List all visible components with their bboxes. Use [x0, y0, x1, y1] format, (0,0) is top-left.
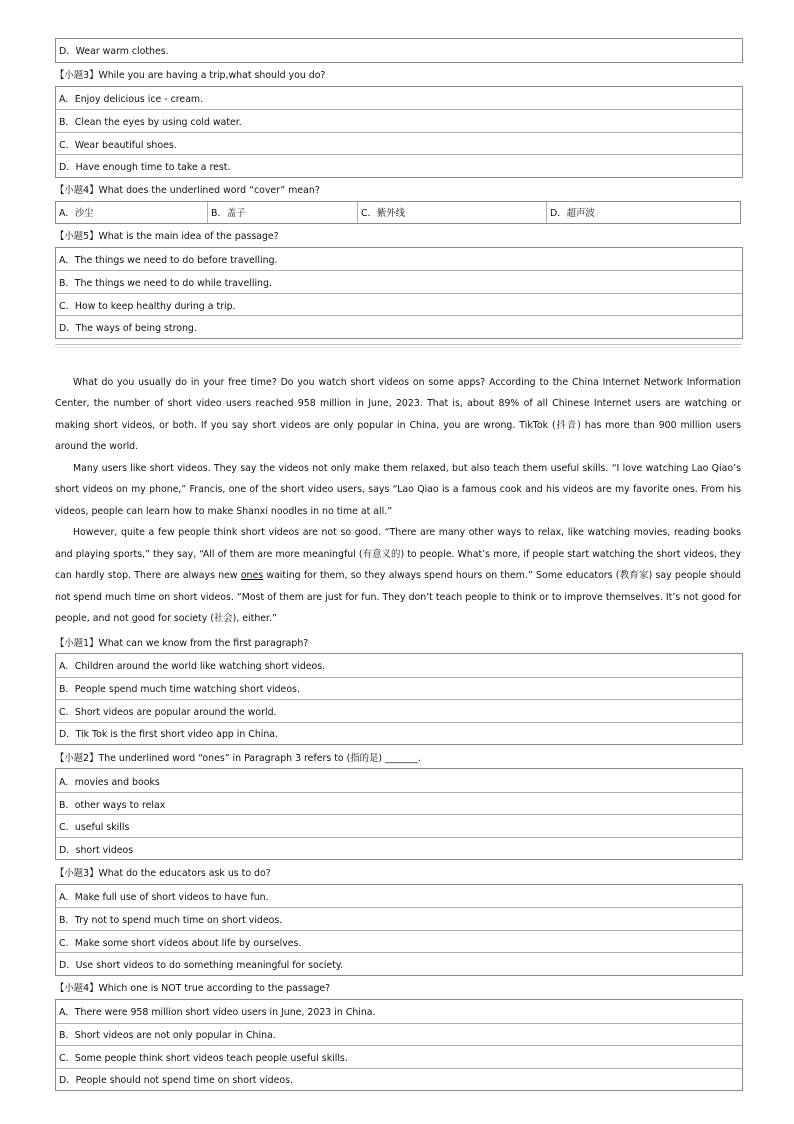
q4-options: [55, 999, 743, 1091]
question-stem: 【小题3】While you are having a trip,what should you do?: [55, 70, 326, 82]
option-a[interactable]: A．movies and books: [59, 776, 160, 788]
option-c[interactable]: C．useful skills: [56, 814, 742, 837]
option-a[interactable]: A．Make full use of short videos to have fun.: [59, 892, 269, 904]
q1-options: [55, 653, 743, 745]
underlined-word: ones: [240, 570, 264, 582]
exam-page: [55, 38, 741, 1091]
option-d[interactable]: D．Tik Tok is the first short video app in China.: [56, 722, 742, 745]
option-d[interactable]: D．The ways of being strong.: [56, 315, 742, 338]
option-d[interactable]: D．Use short videos to do something meaningful for society.: [56, 952, 742, 975]
option-b[interactable]: B．People spend much time watching short videos.: [56, 677, 742, 700]
option-a[interactable]: A．Children around the world like watching short videos.: [59, 661, 326, 673]
question-stem: 【小题4】What does the underlined word “cover” mean?: [55, 185, 320, 197]
prev-q3-options: [55, 86, 743, 178]
reading-passage: [55, 372, 741, 630]
option-d[interactable]: D．超声波: [546, 202, 740, 223]
question-stem: 【小题3】What do the educators ask us to do?: [55, 868, 271, 880]
question-stem: 【小题5】What is the main idea of the passage?: [55, 231, 279, 243]
option-a[interactable]: A．There were 958 million short video users in June, 2023 in China.: [59, 1007, 376, 1019]
paragraph-3-text: However, quite a few people think short videos are not so good. “There are many other ways to relax, like watching movies, reading books and playing sports,” they say, “All of them are more meaningful (有意义的) to people. What’s more, if people start watching the short videos, they can hardly stop. There are always new: [55, 527, 741, 582]
section-divider: [55, 344, 741, 348]
paragraph-1: What do you usually do in your free time? Do you watch short videos on some apps? According to the China Internet Network Information Center, the number of short video users reached 958 million in June, 2023. That is, about 89% of all Chinese Internet users are watching or making short videos, or both. If you say short videos are only popular in China, you are wrong. TikTok (抖音) has more than 900 million users around the world.: [55, 376, 741, 453]
option-c[interactable]: C．Short videos are popular around the world.: [56, 699, 742, 722]
q3-options: [55, 884, 743, 976]
option-c[interactable]: C．Some people think short videos teach people useful skills.: [56, 1045, 742, 1068]
option-d[interactable]: D．Have enough time to take a rest.: [56, 154, 742, 177]
question-stem: 【小题2】The underlined word “ones” in Paragraph 3 refers to (指的是) _______.: [55, 752, 421, 764]
prev-q2-options: [55, 38, 743, 63]
option-a[interactable]: A．The things we need to do before travelling.: [59, 255, 278, 267]
q2-options: [55, 768, 743, 860]
option-a[interactable]: A．Enjoy delicious ice - cream.: [59, 94, 204, 106]
option-b[interactable]: B．盖子: [207, 202, 357, 223]
paragraph-3-text: waiting for them, so they always spend hours on them.” Some educators (教育家) say people should not spend much time on short videos. “Most of them are just for fun. They don’t teach people to think or to improve themselves. It’s not good for people, and not good for society (社会), either.”: [55, 570, 741, 625]
option-c[interactable]: C．Wear beautiful shoes.: [56, 132, 742, 155]
option-d[interactable]: D．Wear warm clothes.: [59, 46, 169, 58]
question-stem: 【小题4】Which one is NOT true according to the passage?: [55, 983, 331, 995]
option-b[interactable]: B．The things we need to do while travelling.: [56, 270, 742, 293]
paragraph-3: [55, 522, 741, 630]
option-c[interactable]: C．紫外线: [357, 202, 546, 223]
option-d[interactable]: D．short videos: [56, 837, 742, 860]
paragraph-2: Many users like short videos. They say the videos not only make them relaxed, but also teach them useful skills. “I love watching Lao Qiao’s short videos on my phone,” Francis, one of the short video users, says “Lao Qiao is a famous cook and his videos are my favorite ones. From his videos, people can learn how to make Shanxi noodles in no time at all.”: [55, 462, 741, 517]
question-stem: 【小题1】What can we know from the first paragraph?: [55, 637, 309, 649]
option-c[interactable]: C．Make some short videos about life by ourselves.: [56, 930, 742, 953]
prev-q5-options: [55, 247, 743, 339]
option-d[interactable]: D．People should not spend time on short videos.: [56, 1068, 742, 1091]
option-b[interactable]: B．other ways to relax: [56, 792, 742, 815]
option-b[interactable]: B．Clean the eyes by using cold water.: [56, 109, 742, 132]
prev-q4-options: [55, 201, 741, 224]
option-c[interactable]: C．How to keep healthy during a trip.: [56, 293, 742, 316]
option-b[interactable]: B．Try not to spend much time on short videos.: [56, 907, 742, 930]
option-b[interactable]: B．Short videos are not only popular in China.: [56, 1023, 742, 1046]
option-a[interactable]: A．沙尘: [59, 208, 94, 220]
